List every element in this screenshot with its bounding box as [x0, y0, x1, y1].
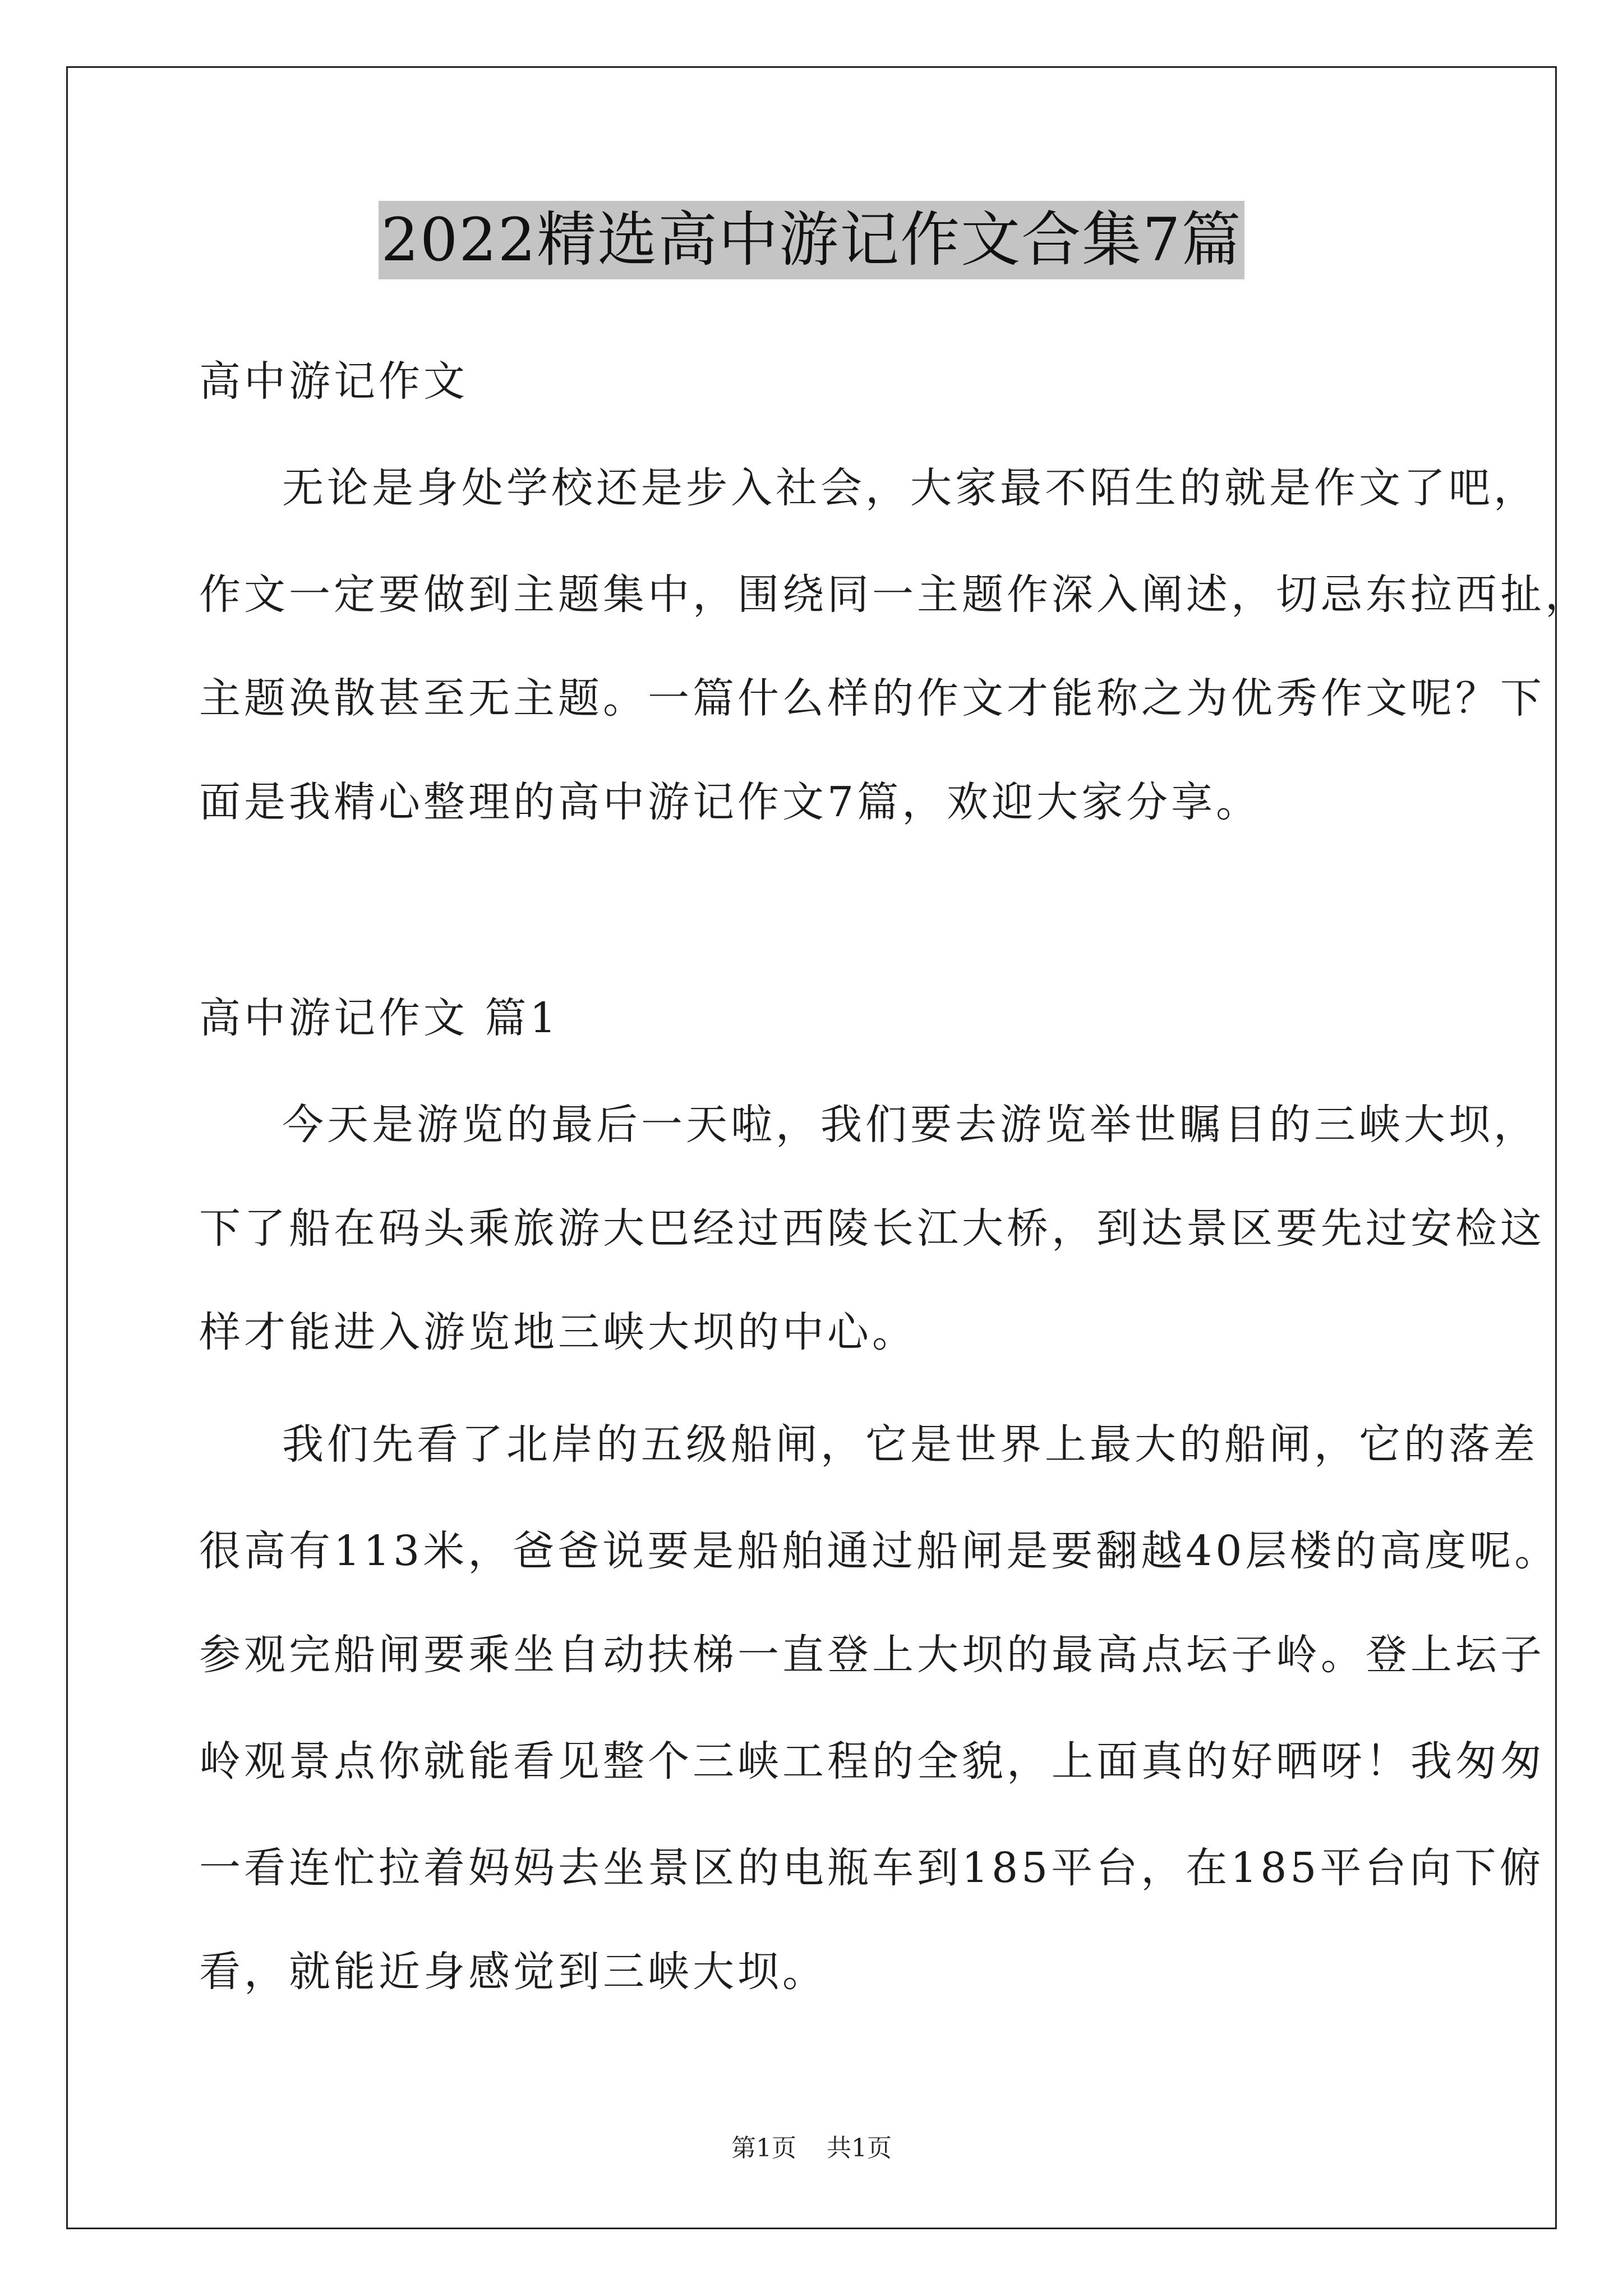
para-2-line-5: 一看连忙拉着妈妈去坐景区的电瓶车到185平台，在185平台向下俯: [199, 1844, 1544, 1892]
para-1-line-2: 下了船在码头乘旅游大巴经过西陵长江大桥，到达景区要先过安检这: [199, 1204, 1545, 1253]
para-2-line-4: 岭观景点你就能看见整个三峡工程的全貌，上面真的好晒呀！我匆匆: [199, 1737, 1545, 1786]
para-2-line-1: 我们先看了北岸的五级船闸，它是世界上最大的船闸，它的落差: [282, 1420, 1538, 1469]
page-number-total: 共1页: [827, 2134, 892, 2162]
page-number-current: 第1页: [731, 2134, 796, 2162]
intro-line-4: 面是我精心整理的高中游记作文7篇，欢迎大家分享。: [199, 778, 1261, 826]
page-footer: [0, 2132, 1623, 2165]
para-1-line-3: 样才能进入游览地三峡大坝的中心。: [199, 1308, 917, 1356]
document-title: 2022精选高中游记作文合集7篇: [379, 201, 1244, 279]
intro-line-3: 主题涣散甚至无主题。一篇什么样的作文才能称之为优秀作文呢？下: [199, 674, 1545, 723]
title-container: [0, 201, 1623, 279]
intro-line-1: 无论是身处学校还是步入社会，大家最不陌生的就是作文了吧，: [282, 464, 1538, 512]
para-2-line-6: 看，就能近身感觉到三峡大坝。: [199, 1948, 827, 1996]
intro-heading: 高中游记作文: [199, 357, 468, 406]
intro-line-2: 作文一定要做到主题集中，围绕同一主题作深入阐述，切忌东拉西扯，: [199, 570, 1590, 619]
section-1-heading: 高中游记作文 篇1: [199, 994, 560, 1042]
para-2-line-2: 很高有113米，爸爸说要是船舶通过船闸是要翻越40层楼的高度呢。: [199, 1527, 1560, 1575]
para-1-line-1: 今天是游览的最后一天啦，我们要去游览举世瞩目的三峡大坝，: [282, 1101, 1538, 1149]
para-2-line-3: 参观完船闸要乘坐自动扶梯一直登上大坝的最高点坛子岭。登上坛子: [199, 1631, 1545, 1679]
